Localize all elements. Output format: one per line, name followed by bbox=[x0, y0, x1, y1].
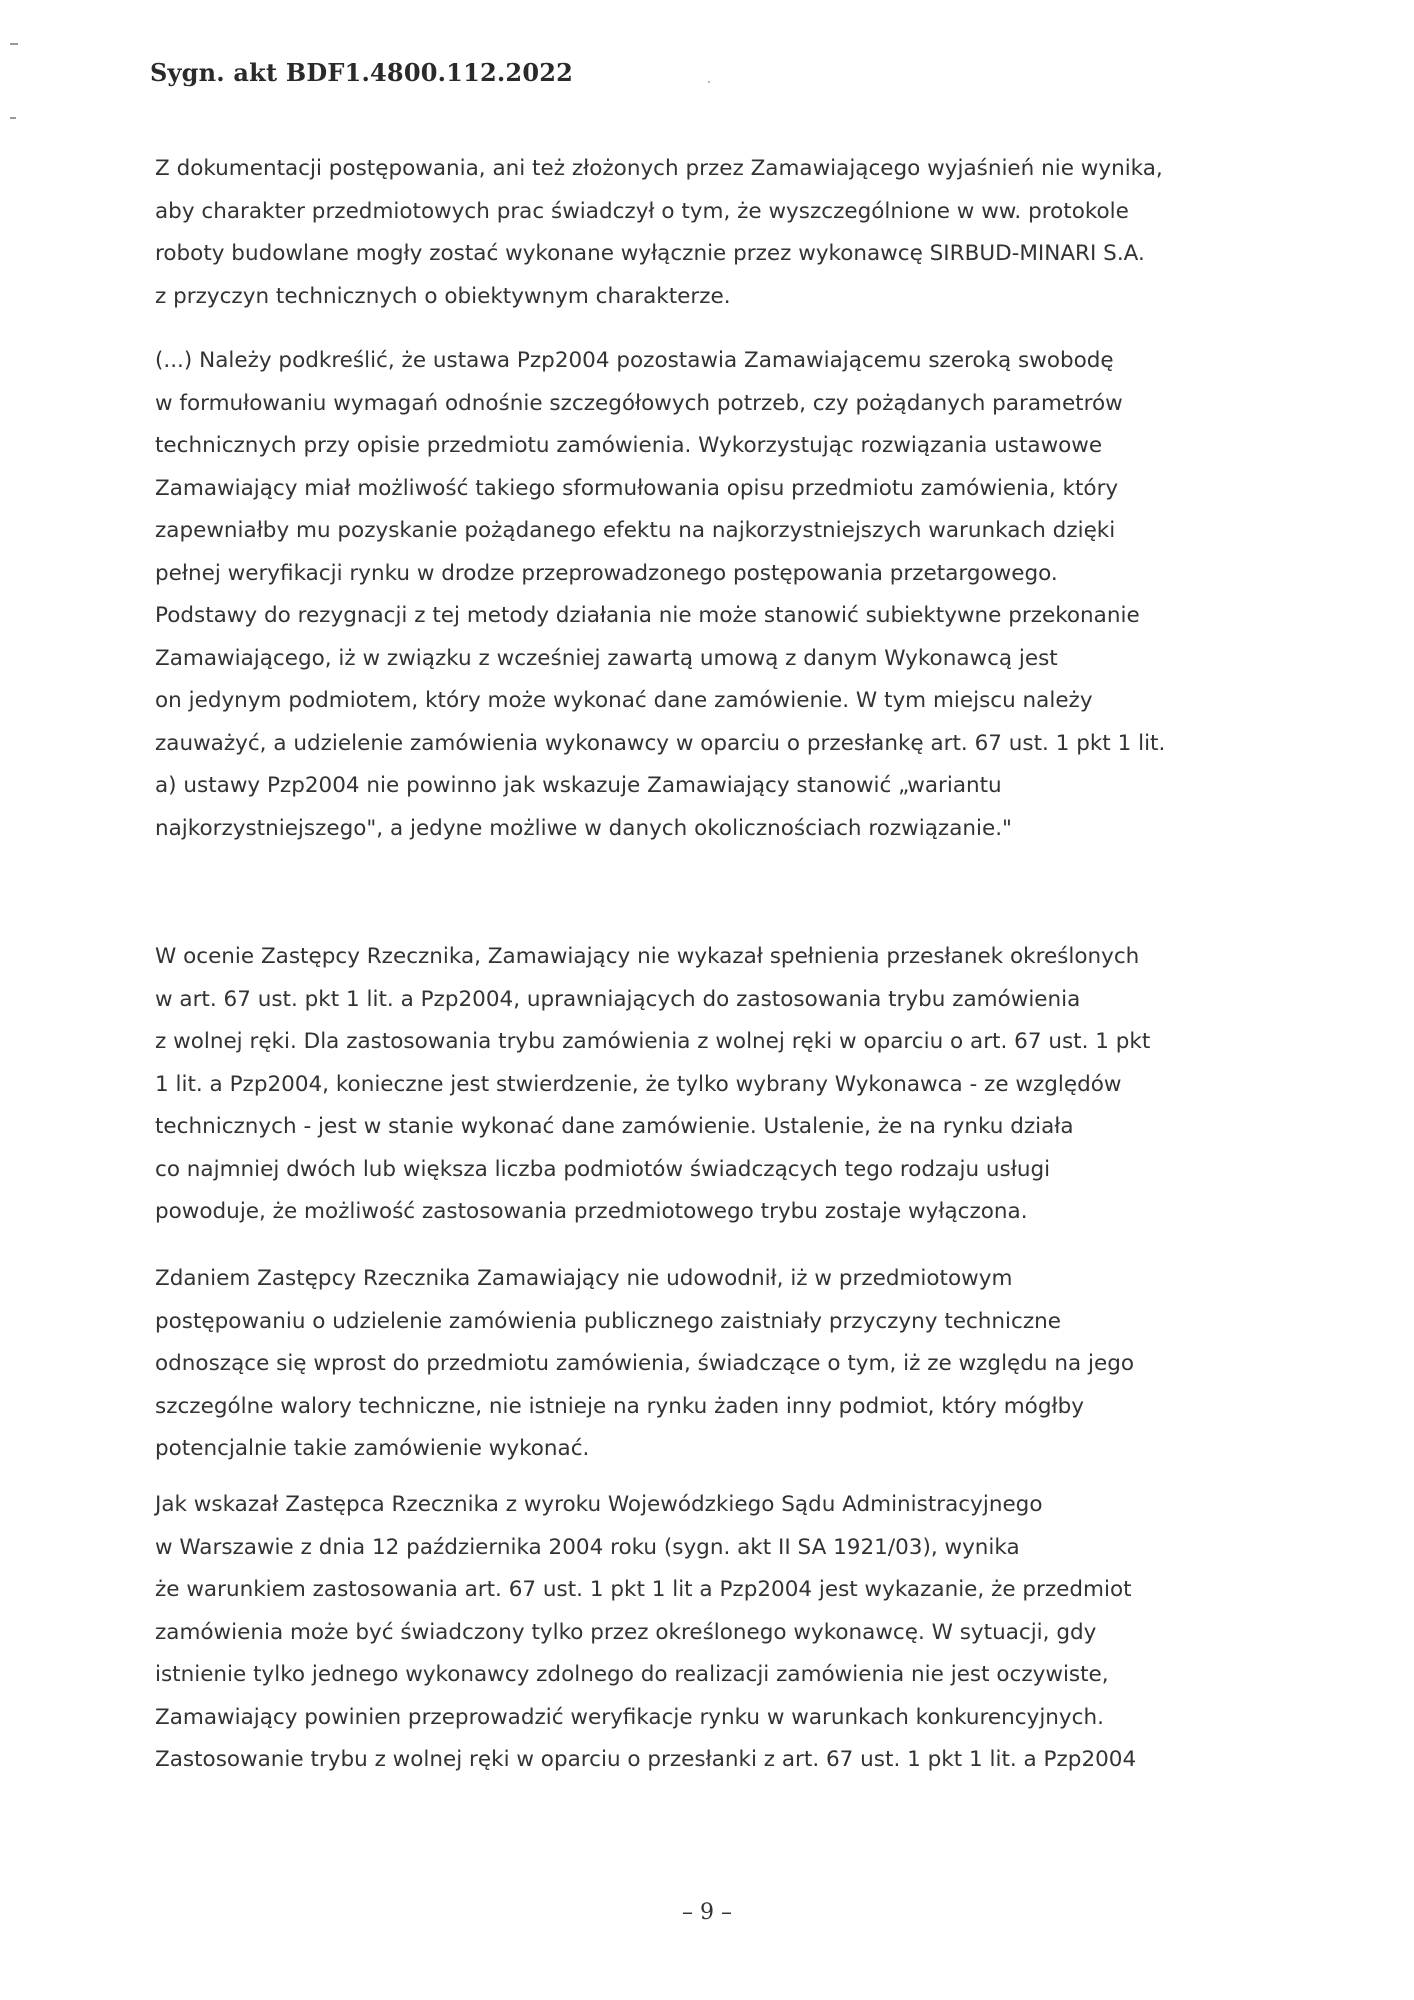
text-line: najkorzystniejszego", a jedyne możliwe w danych okolicznościach rozwiązanie." bbox=[155, 815, 1012, 841]
text-line: istnienie tylko jednego wykonawcy zdolnego do realizacji zamówienia nie jest oczywiste, bbox=[155, 1662, 1109, 1687]
text-line: on jedynym podmiotem, który może wykonać dane zamówienie. W tym miejscu należy bbox=[155, 688, 1093, 713]
text-line: Zastosowanie trybu z wolnej ręki w oparciu o przesłanki z art. 67 ust. 1 pkt 1 lit. a Pzp2004 bbox=[155, 1747, 1137, 1772]
paragraph bbox=[155, 148, 1163, 318]
case-reference: Sygn. akt BDF1.4800.112.2022 bbox=[150, 58, 574, 87]
text-line: aby charakter przedmiotowych prac świadczył o tym, że wyszczególnione w ww. protokole bbox=[155, 198, 1129, 224]
text-line: zauważyć, a udzielenie zamówienia wykonawcy w oparciu o przesłankę art. 67 ust. 1 pkt 1 lit. bbox=[155, 730, 1166, 756]
paragraph bbox=[155, 1258, 1134, 1471]
text-line: Zamawiający miał możliwość takiego sformułowania opisu przedmiotu zamówienia, który bbox=[155, 475, 1119, 501]
text-line: z wolnej ręki. Dla zastosowania trybu zamówienia z wolnej ręki w oparciu o art. 67 ust. 1 pkt bbox=[155, 1029, 1151, 1054]
scan-artifact-dot bbox=[708, 81, 710, 83]
text-line: odnoszące się wprost do przedmiotu zamówienia, świadczące o tym, iż ze względu na jego bbox=[155, 1351, 1135, 1376]
text-line: roboty budowlane mogły zostać wykonane wyłącznie przez wykonawcę SIRBUD-MINARI S.A. bbox=[155, 241, 1145, 266]
text-line: Zdaniem Zastępcy Rzecznika Zamawiający nie udowodnił, iż w przedmiotowym bbox=[155, 1266, 1013, 1291]
scan-artifact-mark bbox=[10, 117, 16, 119]
text-line: że warunkiem zastosowania art. 67 ust. 1 pkt 1 lit a Pzp2004 jest wykazanie, że przedmiot bbox=[155, 1577, 1132, 1602]
text-line: powoduje, że możliwość zastosowania przedmiotowego trybu zostaje wyłączona. bbox=[155, 1199, 1028, 1224]
text-line: a) ustawy Pzp2004 nie powinno jak wskazuje Zamawiający stanowić „wariantu bbox=[155, 773, 1002, 798]
text-line: 1 lit. a Pzp2004, konieczne jest stwierdzenie, że tylko wybrany Wykonawca - ze względów bbox=[155, 1071, 1122, 1097]
text-line: w art. 67 ust. pkt 1 lit. a Pzp2004, uprawniających do zastosowania trybu zamówienia bbox=[155, 986, 1081, 1012]
paragraph bbox=[155, 936, 1150, 1234]
page-number: – 9 – bbox=[682, 1900, 732, 1925]
text-line: Zamawiający powinien przeprowadzić weryfikacje rynku w warunkach konkurencyjnych. bbox=[155, 1704, 1104, 1730]
text-line: pełnej weryfikacji rynku w drodze przeprowadzonego postępowania przetargowego. bbox=[155, 560, 1058, 586]
text-line: co najmniej dwóch lub większa liczba podmiotów świadczących tego rodzaju usługi bbox=[155, 1156, 1051, 1182]
paragraph bbox=[155, 1484, 1136, 1782]
text-line: z przyczyn technicznych o obiektywnym charakterze. bbox=[155, 283, 731, 309]
text-line: technicznych przy opisie przedmiotu zamówienia. Wykorzystując rozwiązania ustawowe bbox=[155, 433, 1103, 458]
text-line: zapewniałby mu pozyskanie pożądanego efektu na najkorzystniejszych warunkach dzięki bbox=[155, 518, 1116, 543]
text-line: (...) Należy podkreślić, że ustawa Pzp2004 pozostawia Zamawiającemu szeroką swobodę bbox=[155, 348, 1114, 373]
text-line: technicznych - jest w stanie wykonać dane zamówienie. Ustalenie, że na rynku działa bbox=[155, 1114, 1074, 1139]
text-line: potencjalnie takie zamówienie wykonać. bbox=[155, 1436, 590, 1461]
text-line: Jak wskazał Zastępca Rzecznika z wyroku Wojewódzkiego Sądu Administracyjnego bbox=[155, 1492, 1043, 1517]
text-line: Z dokumentacji postępowania, ani też złożonych przez Zamawiającego wyjaśnień nie wynika, bbox=[155, 156, 1163, 181]
text-line: w Warszawie z dnia 12 października 2004 roku (sygn. akt II SA 1921/03), wynika bbox=[155, 1534, 1020, 1560]
text-line: postępowaniu o udzielenie zamówienia publicznego zaistniały przyczyny techniczne bbox=[155, 1308, 1061, 1334]
text-line: w formułowaniu wymagań odnośnie szczegółowych potrzeb, czy pożądanych parametrów bbox=[155, 390, 1123, 416]
scan-artifact-mark bbox=[10, 43, 18, 45]
text-line: Podstawy do rezygnacji z tej metody działania nie może stanowić subiektywne przekonanie bbox=[155, 603, 1140, 628]
text-line: szczególne walory techniczne, nie istnieje na rynku żaden inny podmiot, który mógłby bbox=[155, 1393, 1084, 1419]
text-line: Zamawiającego, iż w związku z wcześniej zawartą umową z danym Wykonawcą jest bbox=[155, 645, 1058, 671]
text-line: zamówienia może być świadczony tylko przez określonego wykonawcę. W sytuacji, gdy bbox=[155, 1619, 1097, 1645]
text-line: W ocenie Zastępcy Rzecznika, Zamawiający nie wykazał spełnienia przesłanek określonych bbox=[155, 944, 1140, 969]
quoted-paragraph bbox=[155, 340, 1165, 850]
